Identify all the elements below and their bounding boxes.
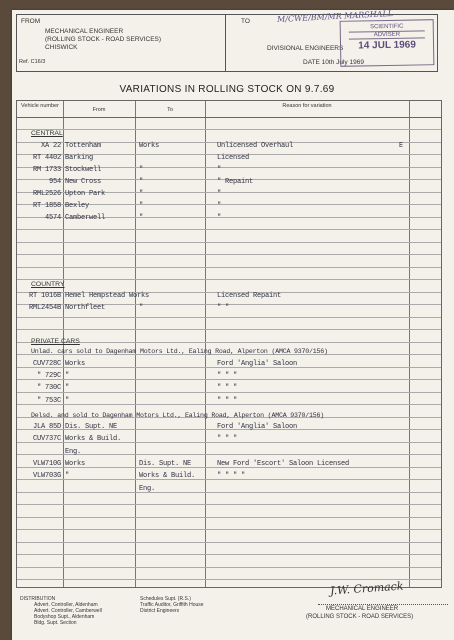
dist-line1: Advert. Controller, Aldenham <box>34 602 98 608</box>
dist-line3: Bodyshop Supt., Aldenham <box>34 614 95 620</box>
from-cell: Upton Park <box>65 190 106 198</box>
dist-mid1: Schedules Supt. (R.S.) <box>140 596 191 602</box>
page-title: VARIATIONS IN ROLLING STOCK ON 9.7.69 <box>119 84 335 95</box>
note-delsd-sold: Delsd. and sold to Dagenham Motors Ltd., Ealing Road, Alperton (AMCA 9370/156) <box>31 412 325 419</box>
from-cell: Works <box>65 360 86 368</box>
vehicle-number: RML2454B <box>28 304 61 312</box>
distribution-block-2 <box>140 596 204 614</box>
col-header-vehicle: Vehicle number <box>21 103 59 109</box>
vehicle-number: CUV737C <box>32 435 61 443</box>
col-header-from: From <box>92 107 106 113</box>
from-cell: " <box>65 472 70 480</box>
vehicle-number: RML2526 <box>32 190 61 198</box>
reason-cell: " " " <box>217 372 238 380</box>
to-cell: Works <box>139 142 160 150</box>
reason-cell: Ford 'Anglia' Saloon <box>217 423 298 431</box>
from-label: FROM <box>21 18 41 25</box>
to-addressee: DIVISIONAL ENGINEERS <box>267 45 344 52</box>
vehicle-number: VLW703G <box>32 472 61 480</box>
extra-mark: E <box>399 142 404 150</box>
from-line3: CHISWICK <box>45 44 78 51</box>
from-cell: Northfleet <box>65 304 106 312</box>
from-cell: Works <box>65 460 86 468</box>
dist-mid3: District Engineers <box>140 608 180 614</box>
from-cell: Hemel Hempstead Works <box>65 292 150 300</box>
reason-cell: " " " <box>217 384 238 392</box>
col-header-to: To <box>167 107 173 113</box>
variations-table <box>16 100 442 588</box>
to-cell: Dis. Supt. NE <box>139 460 192 468</box>
reason-cell: " <box>217 190 222 198</box>
from-cell: Dis. Supt. NE <box>65 423 118 431</box>
from-cell: Works & Build. <box>65 435 122 443</box>
reason-cell: Unlicensed Overhaul <box>217 142 294 150</box>
vehicle-number: 954 <box>48 178 61 186</box>
reason-cell: " Repaint <box>217 178 254 186</box>
vehicle-number: " 729C <box>36 372 61 380</box>
vehicle-number: " 730C <box>36 384 61 392</box>
from-cell: " <box>65 372 70 380</box>
to-cell: " <box>139 304 144 312</box>
reason-cell: " " " <box>217 397 238 405</box>
from-cell: Tottenham <box>65 142 102 150</box>
vehicle-number: 4574 <box>44 214 61 222</box>
to-cell: " <box>139 190 144 198</box>
to-cell: " <box>139 166 144 174</box>
signatory-dept: (ROLLING STOCK - ROAD SERVICES) <box>306 614 414 620</box>
from-cell: Eng. <box>65 448 82 456</box>
section-central: CENTRAL <box>31 130 63 137</box>
received-stamp <box>340 19 435 67</box>
from-line2: (ROLLING STOCK - ROAD SERVICES) <box>45 36 162 43</box>
reason-cell: Licensed <box>217 154 250 162</box>
to-cell: " <box>139 214 144 222</box>
to-cell: Works & Build. <box>139 472 196 480</box>
stamp-line1: SCIENTIFIC <box>369 23 404 31</box>
reason-cell: New Ford 'Escort' Saloon Licensed <box>217 460 350 468</box>
reason-cell: Licensed Repaint <box>217 292 282 300</box>
vehicle-number: RM 1733 <box>32 166 61 174</box>
section-private-cars: PRIVATE CARS <box>31 338 80 345</box>
to-cell: " <box>139 202 144 210</box>
from-cell: " <box>65 397 70 405</box>
from-cell: " <box>65 384 70 392</box>
signatory-title: MECHANICAL ENGINEER <box>326 606 399 612</box>
reason-cell: " <box>217 166 222 174</box>
vehicle-number: RT 4402 <box>32 154 61 162</box>
from-cell: Barking <box>65 154 94 162</box>
from-cell: Camberwell <box>65 214 106 222</box>
to-cell: " <box>139 178 144 186</box>
handwritten-routing: M/CWE/BM/MR MARSHALL <box>276 8 394 25</box>
from-cell: Bexley <box>65 202 90 210</box>
vehicle-number: CUV728C <box>32 360 61 368</box>
from-cell: New Cross <box>65 178 102 186</box>
vehicle-number: JLA 85D <box>32 423 61 431</box>
ref-number: Ref. C16/3 <box>19 59 46 65</box>
from-line1: MECHANICAL ENGINEER <box>45 28 124 35</box>
document-date: DATE 10th July 1969 <box>303 59 364 66</box>
vehicle-number: RT 1016B <box>28 292 61 300</box>
reason-cell: " " " <box>217 435 238 443</box>
note-unlad-sold: Unlad. cars sold to Dagenham Motors Ltd., Ealing Road, Alperton (AMCA 9370/156) <box>31 348 328 355</box>
to-cell: Eng. <box>139 485 156 493</box>
reason-cell: " " " " <box>217 472 246 480</box>
vehicle-number: VLW710G <box>32 460 61 468</box>
reason-cell: Ford 'Anglia' Saloon <box>217 360 298 368</box>
from-cell: Stockwell <box>65 166 102 174</box>
reason-cell: " <box>217 202 222 210</box>
signature: J.W. Cromack <box>329 579 404 598</box>
section-country: COUNTRY <box>31 281 65 288</box>
distribution-label: DISTRIBUTION <box>20 596 56 602</box>
dist-line2: Advert. Controller, Camberwell <box>34 608 102 614</box>
vehicle-number: RT 1858 <box>32 202 61 210</box>
dist-mid2: Traffic Auditor, Griffith House <box>140 602 204 608</box>
distribution-block <box>20 596 102 626</box>
col-header-reason: Reason for variation <box>282 103 332 109</box>
stamp-date: 14 JUL 1969 <box>358 39 416 52</box>
stamp-line2: ADVISER <box>349 30 425 39</box>
vehicle-number: XA 22 <box>40 142 61 150</box>
reason-cell: " " <box>217 304 230 312</box>
dist-line4: Bldg. Supt. Section <box>34 620 77 626</box>
reason-cell: " <box>217 214 222 222</box>
to-label: TO <box>241 18 250 25</box>
vehicle-number: " 753C <box>36 397 61 405</box>
